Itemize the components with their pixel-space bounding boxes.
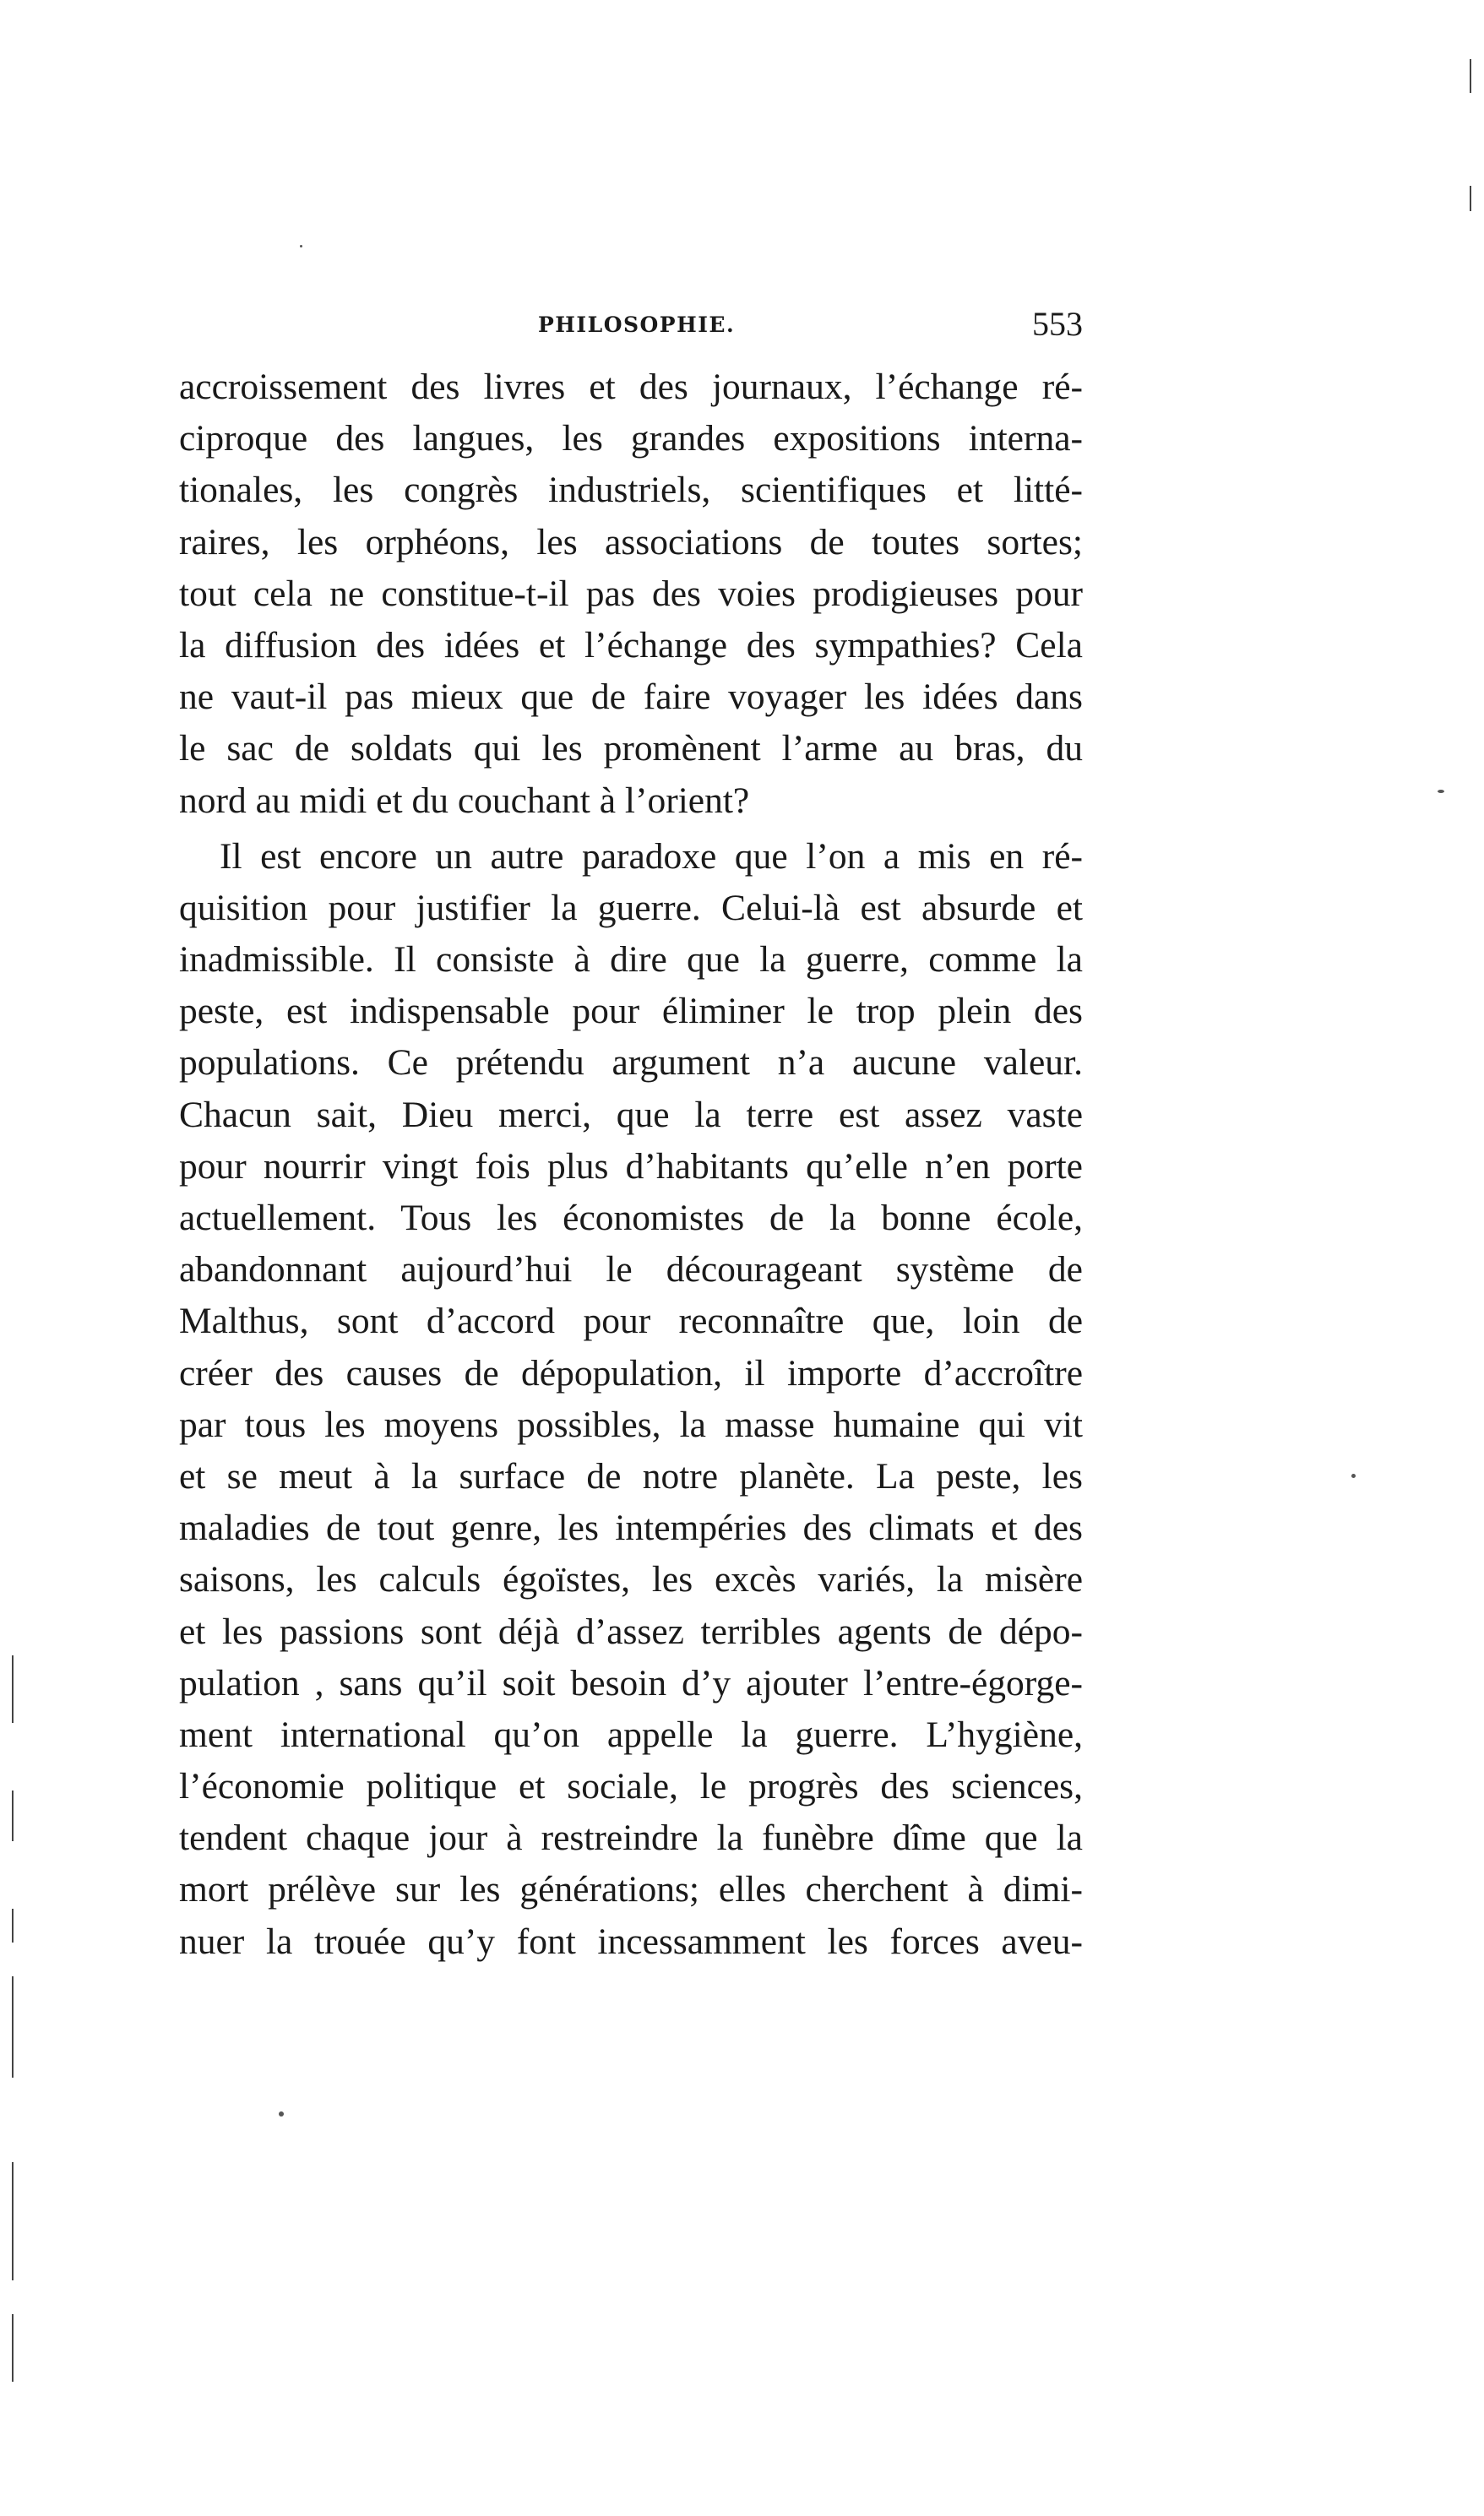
scan-speck [279,2111,284,2117]
scan-edge-mark [12,1976,14,2078]
running-head [179,304,1083,351]
scan-edge-mark [12,2162,14,2280]
text-line: quisition pour justifier la guerre. Celui-là est absurde et [179,887,1083,928]
text-line: Il est encore un autre paradoxe que l’on a mis en ré- [220,835,1083,877]
text-line: raires, les orphéons, les associations de toutes sortes; [179,521,1083,562]
scan-speck [1351,1474,1356,1478]
text-line: ne vaut-il pas mieux que de faire voyager les idées dans [179,677,1083,718]
text-line: nuer la trouée qu’y font incessamment les forces aveu- [179,1921,1083,1962]
text-line: nord au midi et du couchant à l’orient? [179,780,750,821]
text-line: maladies de tout genre, les intempéries des climats et des [179,1508,1083,1549]
text-line: tendent chaque jour à restreindre la funèbre dîme que la [179,1818,1083,1859]
text-line: tionales, les congrès industriels, scientifiques et litté- [179,470,1083,511]
text-line: l’économie politique et sociale, le progrès des sciences, [179,1766,1083,1807]
text-line: la diffusion des idées et l’échange des sympathies? Cela [179,624,1083,666]
text-line: Chacun sait, Dieu merci, que la terre est assez vaste [179,1094,1083,1135]
text-line: inadmissible. Il consiste à dire que la guerre, comme la [179,939,1083,981]
text-line: et se meut à la surface de notre planète. La peste, les [179,1455,1083,1497]
text-line: peste, est indispensable pour éliminer le trop plein des [179,991,1083,1032]
text-line: saisons, les calculs égoïstes, les excès variés, la misère [179,1559,1083,1600]
scan-edge-mark [12,1909,14,1943]
text-line: tout cela ne constitue-t-il pas des voies prodigieuses pour [179,573,1083,614]
text-line: ciproque des langues, les grandes expositions interna- [179,418,1083,459]
paragraph-2 [179,831,1083,1968]
page-number: 553 [1032,305,1083,343]
text-line: populations. Ce prétendu argument n’a aucune valeur. [179,1042,1083,1084]
text-line: pour nourrir vingt fois plus d’habitants qu’elle n’en porte [179,1145,1083,1187]
scan-speck [1438,790,1444,793]
text-line: créer des causes de dépopulation, il importe d’accroître [179,1352,1083,1394]
scan-edge-mark [12,1655,14,1723]
scan-edge-mark [12,1791,14,1841]
paragraph-1 [179,361,1083,827]
text-line: pulation , sans qu’il soit besoin d’y ajouter l’entre-égorge- [179,1662,1083,1704]
text-line: actuellement. Tous les économistes de la bonne école, [179,1198,1083,1238]
text-line: ment international qu’on appelle la guerre. L’hygiène, [179,1714,1083,1755]
text-line: Malthus, sont d’accord pour reconnaître que, loin de [179,1301,1083,1342]
text-line: le sac de soldats qui les promènent l’arme au bras, du [179,728,1083,769]
running-title: PHILOSOPHIE. [538,312,736,337]
text-line: accroissement des livres et des journaux, l’échange ré- [179,367,1083,407]
scan-edge-mark [1470,186,1471,211]
scan-edge-mark [12,2314,14,2382]
scan-speck [300,245,302,247]
text-line: et les passions sont déjà d’assez terribles agents de dépo- [179,1611,1083,1652]
text-line: mort prélève sur les générations; elles cherchent à dimi- [179,1869,1083,1910]
body-text [179,361,1083,1968]
text-line: par tous les moyens possibles, la masse humaine qui vit [179,1404,1083,1445]
scan-edge-mark [1470,59,1471,93]
text-line: abandonnant aujourd’hui le décourageant système de [179,1249,1083,1291]
